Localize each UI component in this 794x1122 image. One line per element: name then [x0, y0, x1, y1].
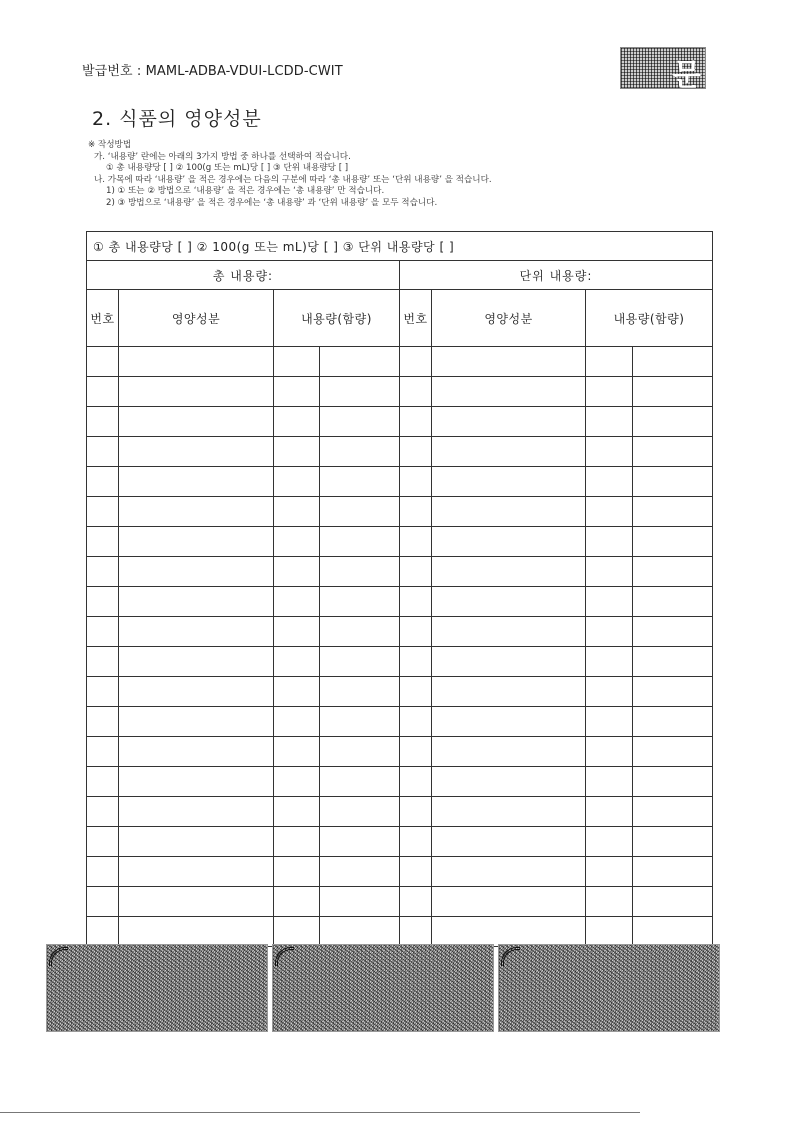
table-cell[interactable]: [320, 917, 400, 947]
table-cell[interactable]: [432, 527, 586, 557]
table-cell[interactable]: [633, 587, 713, 617]
table-cell[interactable]: [274, 887, 320, 917]
table-cell[interactable]: [274, 407, 320, 437]
table-cell[interactable]: [400, 827, 432, 857]
table-cell[interactable]: [87, 887, 119, 917]
table-row: [87, 857, 713, 887]
table-cell[interactable]: [432, 827, 586, 857]
table-cell[interactable]: [586, 377, 633, 407]
table-cell[interactable]: [432, 677, 586, 707]
method-options: ① 총 내용량당 [ ] ② 100(g 또는 mL)당 [ ] ③ 단위 내용량당 [ ]: [87, 232, 713, 261]
table-cell[interactable]: [320, 347, 400, 377]
table-cell[interactable]: [119, 407, 274, 437]
table-cell[interactable]: [633, 437, 713, 467]
instruction-line: 가. ‘내용량’ 란에는 아래의 3가지 방법 중 하나를 선택하여 적습니다.: [94, 151, 351, 162]
table-row: [87, 797, 713, 827]
table-cell[interactable]: [87, 557, 119, 587]
mark-char: 문: [672, 58, 701, 93]
table-cell[interactable]: [87, 587, 119, 617]
table-cell[interactable]: [119, 857, 274, 887]
table-row: [87, 527, 713, 557]
table-cell[interactable]: [586, 857, 633, 887]
table-cell[interactable]: [87, 437, 119, 467]
table-cell[interactable]: [119, 557, 274, 587]
table-cell[interactable]: [320, 767, 400, 797]
table-cell[interactable]: [400, 767, 432, 797]
table-cell[interactable]: [274, 587, 320, 617]
table-cell[interactable]: [586, 887, 633, 917]
table-cell[interactable]: [119, 827, 274, 857]
security-pattern: [498, 944, 720, 1032]
table-cell[interactable]: [320, 827, 400, 857]
table-cell[interactable]: [320, 437, 400, 467]
table-cell[interactable]: [400, 737, 432, 767]
table-cell[interactable]: [400, 707, 432, 737]
table-cell[interactable]: [400, 647, 432, 677]
table-cell[interactable]: [586, 527, 633, 557]
table-cell[interactable]: [633, 677, 713, 707]
table-cell[interactable]: [320, 677, 400, 707]
table-row: [87, 707, 713, 737]
table-cell[interactable]: [274, 677, 320, 707]
table-cell[interactable]: [274, 347, 320, 377]
table-cell[interactable]: [633, 827, 713, 857]
table-cell[interactable]: [432, 467, 586, 497]
col-number-right: 번호: [400, 290, 432, 347]
table-cell[interactable]: [320, 887, 400, 917]
table-cell[interactable]: [633, 887, 713, 917]
table-cell[interactable]: [432, 437, 586, 467]
table-cell[interactable]: [320, 527, 400, 557]
table-row: [87, 767, 713, 797]
table-cell[interactable]: [432, 737, 586, 767]
table-cell[interactable]: [432, 797, 586, 827]
instruction-line: 2) ③ 방법으로 ‘내용량’ 을 적은 경우에는 ‘총 내용량’ 과 ‘단위 내용량’ 을 모두 적습니다.: [106, 197, 438, 208]
table-cell[interactable]: [274, 767, 320, 797]
table-cell[interactable]: [432, 377, 586, 407]
table-row: [87, 587, 713, 617]
table-row: [87, 917, 713, 947]
table-cell[interactable]: [119, 647, 274, 677]
col-number-left: 번호: [87, 290, 119, 347]
table-cell[interactable]: [87, 857, 119, 887]
table-row: [87, 887, 713, 917]
instructions: [88, 140, 492, 209]
table-cell[interactable]: [87, 407, 119, 437]
table-cell[interactable]: [119, 467, 274, 497]
table-row: [87, 467, 713, 497]
table-cell[interactable]: [320, 377, 400, 407]
table-row: [87, 407, 713, 437]
table-cell[interactable]: [400, 377, 432, 407]
table-cell[interactable]: [400, 407, 432, 437]
table-cell[interactable]: [320, 797, 400, 827]
table-cell[interactable]: [119, 527, 274, 557]
col-nutrient-left: 영양성분: [119, 290, 274, 347]
table-cell[interactable]: [400, 887, 432, 917]
table-cell[interactable]: [274, 797, 320, 827]
col-amount-right: 내용량(함량): [586, 290, 713, 347]
table-cell[interactable]: [119, 437, 274, 467]
table-cell[interactable]: [633, 467, 713, 497]
table-cell[interactable]: [274, 857, 320, 887]
table-cell[interactable]: [119, 677, 274, 707]
table-row: [87, 827, 713, 857]
table-cell[interactable]: [274, 557, 320, 587]
table-cell[interactable]: [320, 737, 400, 767]
table-cell[interactable]: [432, 617, 586, 647]
table-cell[interactable]: [432, 647, 586, 677]
table-cell[interactable]: [119, 917, 274, 947]
table-cell[interactable]: [633, 557, 713, 587]
table-cell[interactable]: [586, 497, 633, 527]
table-cell[interactable]: [400, 617, 432, 647]
table-cell[interactable]: [119, 737, 274, 767]
table-cell[interactable]: [119, 497, 274, 527]
table-cell[interactable]: [320, 467, 400, 497]
issue-number: 발급번호 : MAML-ADBA-VDUI-LCDD-CWIT: [82, 64, 343, 79]
instruction-line: ① 총 내용량당 [ ] ② 100(g 또는 mL)당 [ ] ③ 단위 내용량당 [ ]: [106, 163, 349, 173]
table-cell[interactable]: [400, 557, 432, 587]
col-nutrient-right: 영양성분: [432, 290, 586, 347]
table-cell[interactable]: [400, 917, 432, 947]
table-cell[interactable]: [586, 407, 633, 437]
table-row: [87, 737, 713, 767]
table-cell[interactable]: [633, 767, 713, 797]
table-cell[interactable]: [87, 617, 119, 647]
table-cell[interactable]: [119, 767, 274, 797]
page-bottom-rule: [0, 1112, 640, 1113]
table-cell[interactable]: [274, 527, 320, 557]
table-cell[interactable]: [400, 527, 432, 557]
table-cell[interactable]: [400, 857, 432, 887]
table-cell[interactable]: [633, 527, 713, 557]
table-cell[interactable]: [432, 497, 586, 527]
table-row: [87, 647, 713, 677]
table-cell[interactable]: [432, 917, 586, 947]
table-cell[interactable]: [274, 827, 320, 857]
instruction-line: 나. 가목에 따라 ‘내용량’ 을 적은 경우에는 다음의 구분에 따라 ‘총 내용량’ 또는 ‘단위 내용량’ 을 적습니다.: [94, 174, 492, 185]
table-cell[interactable]: [400, 797, 432, 827]
table-cell[interactable]: [400, 437, 432, 467]
table-cell[interactable]: [586, 737, 633, 767]
table-cell[interactable]: [87, 707, 119, 737]
table-row: [87, 617, 713, 647]
table-cell[interactable]: [633, 707, 713, 737]
table-cell[interactable]: [400, 587, 432, 617]
table-cell[interactable]: [274, 377, 320, 407]
table-cell[interactable]: [274, 647, 320, 677]
table-cell[interactable]: [119, 707, 274, 737]
instruction-line: 1) ① 또는 ② 방법으로 ‘내용량’ 을 적은 경우에는 ‘총 내용량’ 만 적습니다.: [106, 186, 385, 196]
table-cell[interactable]: [87, 677, 119, 707]
table-cell[interactable]: [87, 467, 119, 497]
table-row: [87, 497, 713, 527]
table-cell[interactable]: [586, 767, 633, 797]
table-cell[interactable]: [274, 497, 320, 527]
table-cell[interactable]: [320, 647, 400, 677]
table-cell[interactable]: [320, 407, 400, 437]
table-cell[interactable]: [586, 617, 633, 647]
nutrition-table: [86, 231, 713, 947]
table-cell[interactable]: [586, 647, 633, 677]
table-cell[interactable]: [87, 497, 119, 527]
table-cell[interactable]: [432, 707, 586, 737]
document-mark: [620, 47, 706, 93]
table-cell[interactable]: [400, 467, 432, 497]
col-amount-left: 내용량(함량): [274, 290, 400, 347]
table-cell[interactable]: [633, 737, 713, 767]
table-cell[interactable]: [400, 677, 432, 707]
unit-content-header: 단위 내용량:: [400, 261, 713, 290]
table-cell[interactable]: [274, 617, 320, 647]
table-cell[interactable]: [87, 917, 119, 947]
table-cell[interactable]: [119, 587, 274, 617]
table-cell[interactable]: [586, 347, 633, 377]
table-cell[interactable]: [432, 347, 586, 377]
table-cell[interactable]: [87, 797, 119, 827]
total-content-header: 총 내용량:: [87, 261, 400, 290]
table-cell[interactable]: [400, 347, 432, 377]
table-cell[interactable]: [432, 557, 586, 587]
table-cell[interactable]: [274, 707, 320, 737]
table-cell[interactable]: [633, 617, 713, 647]
security-stamps: [46, 944, 718, 1036]
table-cell[interactable]: [274, 437, 320, 467]
security-pattern: [46, 944, 268, 1032]
table-row: [87, 347, 713, 377]
table-cell[interactable]: [320, 587, 400, 617]
instruction-line: ※ 작성방법: [88, 140, 132, 150]
table-cell[interactable]: [586, 797, 633, 827]
table-cell[interactable]: [87, 767, 119, 797]
table-cell[interactable]: [87, 647, 119, 677]
table-cell[interactable]: [320, 557, 400, 587]
table-cell[interactable]: [586, 587, 633, 617]
table-cell[interactable]: [633, 857, 713, 887]
table-cell[interactable]: [586, 707, 633, 737]
table-cell[interactable]: [119, 377, 274, 407]
table-row: [87, 557, 713, 587]
table-cell[interactable]: [320, 857, 400, 887]
table-cell[interactable]: [633, 797, 713, 827]
table-cell[interactable]: [320, 707, 400, 737]
table-row: [87, 437, 713, 467]
table-cell[interactable]: [432, 587, 586, 617]
table-cell[interactable]: [586, 557, 633, 587]
table-cell[interactable]: [586, 917, 633, 947]
table-cell[interactable]: [432, 767, 586, 797]
table-cell[interactable]: [586, 827, 633, 857]
table-cell[interactable]: [586, 467, 633, 497]
table-cell[interactable]: [119, 347, 274, 377]
table-cell[interactable]: [400, 497, 432, 527]
table-cell[interactable]: [119, 887, 274, 917]
table-row: [87, 677, 713, 707]
table-cell[interactable]: [119, 617, 274, 647]
table-cell[interactable]: [274, 917, 320, 947]
table-cell[interactable]: [432, 407, 586, 437]
table-cell[interactable]: [320, 617, 400, 647]
table-cell[interactable]: [87, 377, 119, 407]
table-cell[interactable]: [633, 497, 713, 527]
table-cell[interactable]: [633, 377, 713, 407]
table-cell[interactable]: [432, 887, 586, 917]
table-cell[interactable]: [633, 407, 713, 437]
table-cell[interactable]: [320, 497, 400, 527]
table-cell[interactable]: [274, 737, 320, 767]
table-cell[interactable]: [633, 347, 713, 377]
table-cell[interactable]: [87, 347, 119, 377]
table-cell[interactable]: [633, 647, 713, 677]
table-cell[interactable]: [119, 797, 274, 827]
table-cell[interactable]: [87, 827, 119, 857]
table-row: [87, 377, 713, 407]
section-title: 2. 식품의 영양성분: [92, 108, 262, 130]
table-cell[interactable]: [87, 737, 119, 767]
table-cell[interactable]: [274, 467, 320, 497]
table-cell[interactable]: [633, 917, 713, 947]
table-cell[interactable]: [87, 527, 119, 557]
table-cell[interactable]: [432, 857, 586, 887]
table-cell[interactable]: [586, 677, 633, 707]
security-pattern: [272, 944, 494, 1032]
table-cell[interactable]: [586, 437, 633, 467]
